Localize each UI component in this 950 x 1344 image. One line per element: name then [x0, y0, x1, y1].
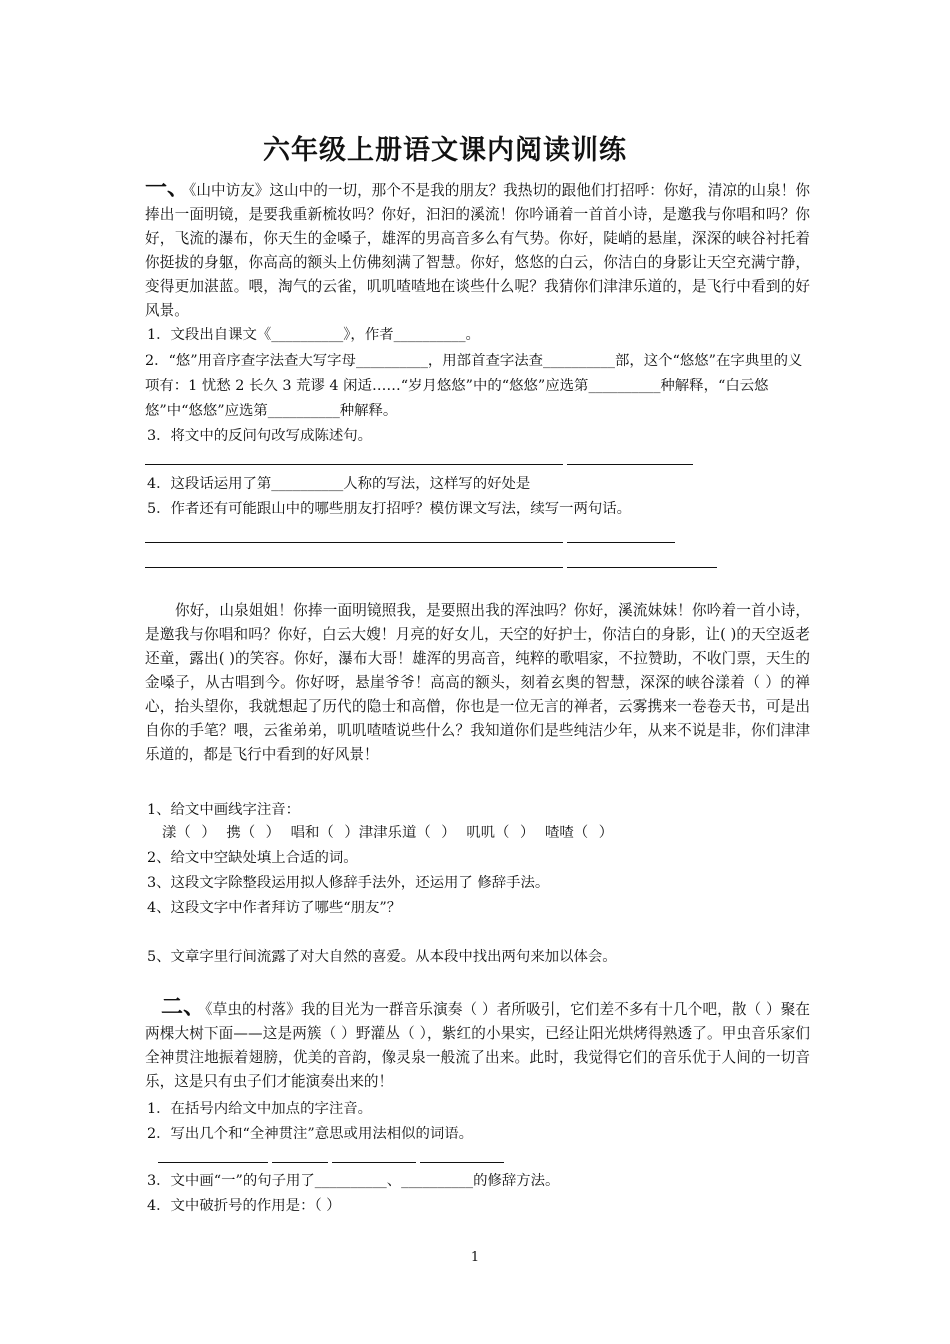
section1-passage-text: 《山中访友》这山中的一切，那个不是我的朋友？我热切的跟他们打招呼：你好，清凉的山泉！你捧出一面明镜，是要我重新梳妆吗？你好，汩汩的溪流！你吟诵着一首首小诗，是邀我与你唱和吗？你好，飞流的瀑布，你天生的金嗓子，雄浑的男高音多么有气势。你好，陡峭的悬崖，深深的峡谷衬托着你挺拔的身躯，你高高的额头上仿佛刻满了智慧。你好，悠悠的白云，你洁白的身影让天空充满宁静，变得更加湛蓝。喂，淘气的云雀，叽叽喳喳地在谈些什么呢？我猜你们津津乐道的，是飞行中看到的好风景。: [145, 182, 810, 319]
answer-line[interactable]: [420, 1162, 504, 1163]
section2-marker: 二、: [161, 994, 206, 1020]
section2-q4: 4．文中破折号的作用是：（ ）: [147, 1198, 341, 1214]
section2-q3: 3．文中画“一”的句子用了__________、__________的修辞方法。: [147, 1173, 560, 1189]
section2-q2: 2．写出几个和“全神贯注”意思或用法相似的词语。: [147, 1126, 474, 1142]
section1-q1: 1．文段出自课文《__________》，作者__________。: [147, 327, 480, 343]
answer-line[interactable]: [567, 567, 717, 568]
section2-q1: 1．在括号内给文中加点的字注音。: [147, 1101, 373, 1117]
section1b-q1: 1、给文中画线字注音：: [147, 802, 301, 818]
section1b-q4: 4、这段文字中作者拜访了哪些“朋友”？: [147, 900, 402, 916]
section1-q4: 4．这段话运用了第__________人称的写法，这样写的好处是: [147, 476, 531, 492]
page-number: 1: [470, 1250, 480, 1265]
answer-line[interactable]: [272, 1162, 328, 1163]
answer-line[interactable]: [567, 464, 693, 465]
answer-line[interactable]: [145, 567, 563, 568]
section2-passage: [145, 995, 810, 1094]
section1b-q3: 3、这段文字除整段运用拟人修辞手法外，还运用了 修辞手法。: [147, 875, 550, 891]
section1-passage: [145, 176, 810, 323]
section1b-q2: 2、给文中空缺处填上合适的词。: [147, 850, 358, 866]
answer-line[interactable]: [332, 1162, 416, 1163]
section1b-passage: 你好，山泉姐姐！你捧一面明镜照我，是要照出我的浑浊吗？你好，溪流妹妹！你吟着一首小诗，是邀我与你唱和吗？你好，白云大嫂！月亮的好女儿，天空的好护士，你洁白的身影，让( )的天空返老还童，露出( )的笑容。你好，瀑布大哥！雄浑的男高音，纯粹的歌唱家，不拉赞助，不收门票，天生的金嗓子，从古唱到今。你好呀，悬崖爷爷！高高的额头，刻着玄奥的智慧，深深的峡谷漾着（ ）的禅心，抬头望你，我就想起了历代的隐士和高僧，你也是一位无言的禅者，云雾携来一卷卷天书，可是出自你的手笔？喂，云雀弟弟，叽叽喳喳说些什么？我知道你们是些纯洁少年，从来不说是非，你们津津乐道的，都是飞行中看到的好风景！: [145, 602, 810, 763]
page-title: 六年级上册语文课内阅读训练: [263, 135, 627, 166]
answer-line[interactable]: [567, 542, 675, 543]
answer-line[interactable]: [145, 464, 563, 465]
section1-q5: 5．作者还有可能跟山中的哪些朋友打招呼？模仿课文写法，续写一两句话。: [147, 501, 632, 517]
answer-line[interactable]: [145, 542, 563, 543]
section1b-q5: 5、文章字里行间流露了对大自然的喜爱。从本段中找出两句来加以体会。: [147, 949, 617, 965]
answer-line[interactable]: [158, 1162, 268, 1163]
section1b-q1-items: 漾（ ） 携（ ） 唱和（ ）津津乐道（ ） 叽叽（ ） 喳喳（ ）: [162, 825, 614, 841]
section2-passage-text: 《草虫的村落》我的目光为一群音乐演奏（ ）者所吸引，它们差不多有十几个吧，散（ ）聚在两棵大树下面——这是两簇（ ）野灌丛（ ），紫红的小果实，已经让阳光烘烤得熟透了。甲虫音乐家们全神贯注地振着翅膀，优美的音韵，像灵泉一般流了出来。此时，我觉得它们的音乐优于人间的一切音乐，这是只有虫子们才能演奏出来的！: [145, 1001, 810, 1090]
section1-marker: 一、: [145, 175, 190, 201]
section1-q3: 3．将文中的反问句改写成陈述句。: [147, 428, 373, 444]
section1-q2: 2．“悠”用音序查字法查大写字母__________，用部首查字法查__________部，这个“悠悠”在字典里的义项有：1 忧愁 2 长久 3 荒谬 4 闲适……“岁月悠悠”中的“悠悠”应选第__________种解释，“白云悠悠”中“悠悠”应选第__________种解释。: [145, 353, 803, 419]
